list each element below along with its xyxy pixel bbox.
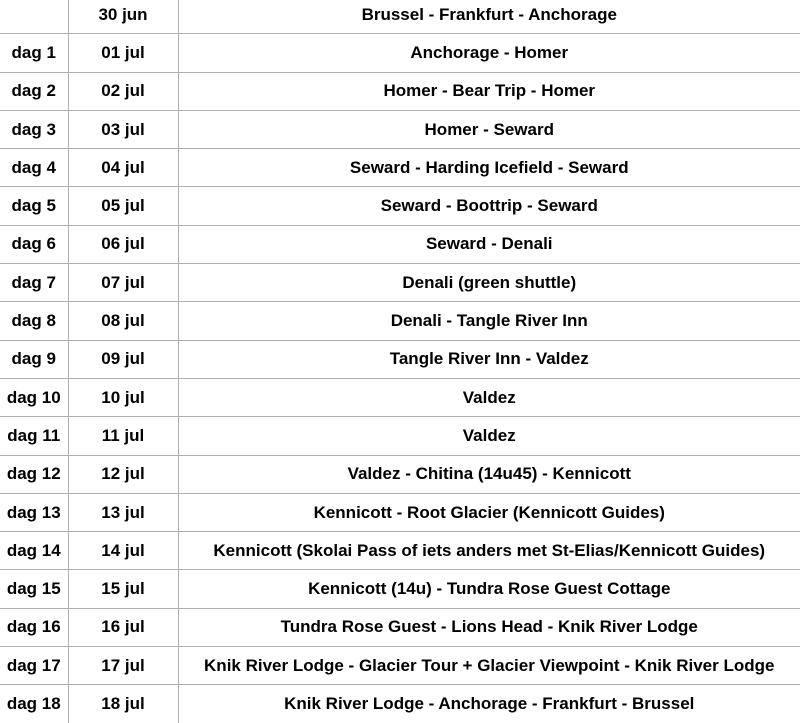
- table-row: [0, 532, 800, 570]
- table-row: [0, 264, 800, 302]
- date-cell: 07 jul: [68, 264, 178, 302]
- day-cell: dag 5: [0, 187, 68, 225]
- day-cell: dag 4: [0, 149, 68, 187]
- route-cell: Denali (green shuttle): [178, 264, 800, 302]
- route-cell: Kennicott - Root Glacier (Kennicott Guides): [178, 493, 800, 531]
- date-cell: 04 jul: [68, 149, 178, 187]
- day-cell: dag 6: [0, 225, 68, 263]
- table-row: [0, 417, 800, 455]
- day-cell: dag 9: [0, 340, 68, 378]
- table-row: [0, 110, 800, 148]
- route-cell: Kennicott (14u) - Tundra Rose Guest Cottage: [178, 570, 800, 608]
- route-cell: Seward - Harding Icefield - Seward: [178, 149, 800, 187]
- table-row: [0, 685, 800, 723]
- date-cell: 17 jul: [68, 647, 178, 685]
- day-cell: dag 14: [0, 532, 68, 570]
- day-cell: dag 15: [0, 570, 68, 608]
- route-cell: Knik River Lodge - Glacier Tour + Glacier Viewpoint - Knik River Lodge: [178, 647, 800, 685]
- day-cell: dag 7: [0, 264, 68, 302]
- date-cell: 02 jul: [68, 72, 178, 110]
- date-cell: 14 jul: [68, 532, 178, 570]
- day-cell: dag 1: [0, 34, 68, 72]
- day-cell: dag 18: [0, 685, 68, 723]
- date-cell: 18 jul: [68, 685, 178, 723]
- table-row: [0, 493, 800, 531]
- route-cell: Valdez: [178, 417, 800, 455]
- route-cell: Homer - Seward: [178, 110, 800, 148]
- day-cell: [0, 0, 68, 34]
- day-cell: dag 8: [0, 302, 68, 340]
- route-cell: Tangle River Inn - Valdez: [178, 340, 800, 378]
- table-row: [0, 187, 800, 225]
- route-cell: Anchorage - Homer: [178, 34, 800, 72]
- day-cell: dag 11: [0, 417, 68, 455]
- date-cell: 15 jul: [68, 570, 178, 608]
- table-row: [0, 302, 800, 340]
- table-row: [0, 0, 800, 34]
- date-cell: 12 jul: [68, 455, 178, 493]
- date-cell: 03 jul: [68, 110, 178, 148]
- table-row: [0, 455, 800, 493]
- route-cell: Tundra Rose Guest - Lions Head - Knik River Lodge: [178, 608, 800, 646]
- route-cell: Valdez: [178, 378, 800, 416]
- table-row: [0, 570, 800, 608]
- date-cell: 08 jul: [68, 302, 178, 340]
- table-row: [0, 34, 800, 72]
- route-cell: Denali - Tangle River Inn: [178, 302, 800, 340]
- table-row: [0, 72, 800, 110]
- date-cell: 11 jul: [68, 417, 178, 455]
- route-cell: Brussel - Frankfurt - Anchorage: [178, 0, 800, 34]
- table-row: [0, 647, 800, 685]
- route-cell: Seward - Boottrip - Seward: [178, 187, 800, 225]
- route-cell: Kennicott (Skolai Pass of iets anders met St-Elias/Kennicott Guides): [178, 532, 800, 570]
- table-row: [0, 225, 800, 263]
- route-cell: Valdez - Chitina (14u45) - Kennicott: [178, 455, 800, 493]
- date-cell: 09 jul: [68, 340, 178, 378]
- day-cell: dag 13: [0, 493, 68, 531]
- date-cell: 30 jun: [68, 0, 178, 34]
- route-cell: Knik River Lodge - Anchorage - Frankfurt - Brussel: [284, 693, 695, 713]
- route-cell: Seward - Denali: [178, 225, 800, 263]
- day-cell: dag 10: [0, 378, 68, 416]
- table-row: [0, 608, 800, 646]
- table-row: [0, 340, 800, 378]
- date-cell: 05 jul: [68, 187, 178, 225]
- date-cell: 01 jul: [68, 34, 178, 72]
- day-cell: dag 17: [0, 647, 68, 685]
- day-cell: dag 2: [0, 72, 68, 110]
- date-cell: 06 jul: [68, 225, 178, 263]
- date-cell: 10 jul: [68, 378, 178, 416]
- day-cell: dag 12: [0, 455, 68, 493]
- table-row: [0, 378, 800, 416]
- date-cell: 16 jul: [68, 608, 178, 646]
- day-cell: dag 3: [0, 110, 68, 148]
- table-row: [0, 149, 800, 187]
- day-cell: dag 16: [0, 608, 68, 646]
- date-cell: 13 jul: [68, 493, 178, 531]
- route-cell: Homer - Bear Trip - Homer: [178, 72, 800, 110]
